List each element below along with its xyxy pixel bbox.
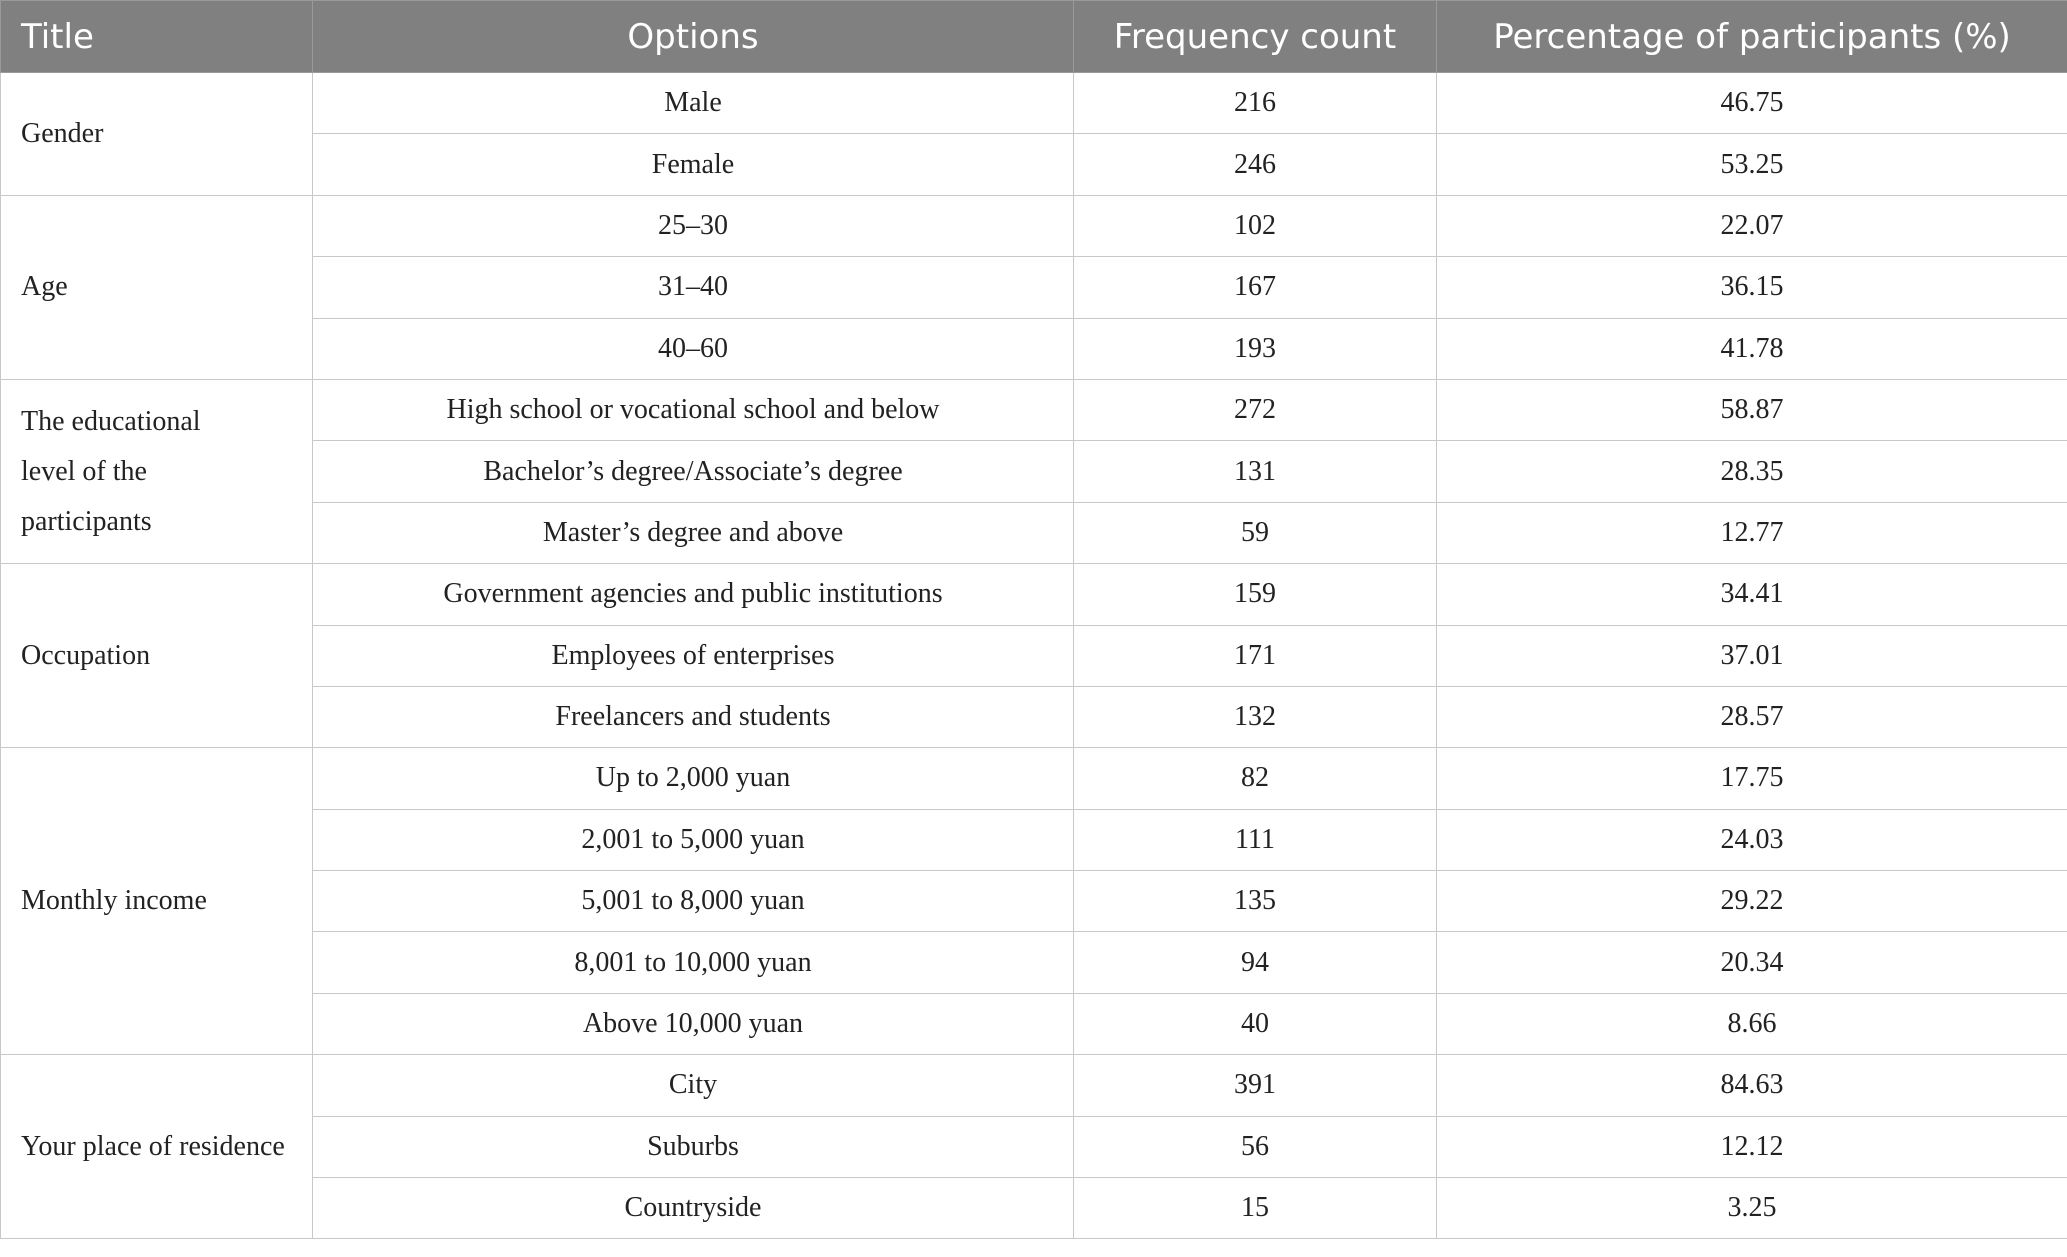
option-cell: 5,001 to 8,000 yuan (313, 871, 1074, 932)
header-frequency-count: Frequency count (1074, 1, 1437, 73)
frequency-count-cell: 193 (1074, 318, 1437, 379)
option-cell: Male (313, 73, 1074, 134)
frequency-count-cell: 15 (1074, 1178, 1437, 1239)
option-cell: Suburbs (313, 1116, 1074, 1177)
option-cell: Countryside (313, 1178, 1074, 1239)
category-cell: Age (1, 195, 313, 379)
header-options: Options (313, 1, 1074, 73)
percentage-cell: 41.78 (1437, 318, 2067, 379)
option-cell: City (313, 1055, 1074, 1116)
frequency-count-cell: 56 (1074, 1116, 1437, 1177)
table-row (1, 748, 2067, 809)
percentage-cell: 36.15 (1437, 257, 2067, 318)
header-row (1, 1, 2067, 73)
frequency-count-cell: 135 (1074, 871, 1437, 932)
percentage-cell: 12.12 (1437, 1116, 2067, 1177)
frequency-count-cell: 171 (1074, 625, 1437, 686)
frequency-count-cell: 132 (1074, 686, 1437, 747)
frequency-count-cell: 159 (1074, 564, 1437, 625)
frequency-count-cell: 167 (1074, 257, 1437, 318)
option-cell: 40–60 (313, 318, 1074, 379)
option-cell: Female (313, 134, 1074, 195)
frequency-count-cell: 216 (1074, 73, 1437, 134)
percentage-cell: 28.57 (1437, 686, 2067, 747)
table-header (1, 1, 2067, 73)
percentage-cell: 3.25 (1437, 1178, 2067, 1239)
percentage-cell: 12.77 (1437, 502, 2067, 563)
frequency-count-cell: 111 (1074, 809, 1437, 870)
frequency-count-cell: 272 (1074, 379, 1437, 440)
table-row (1, 73, 2067, 134)
percentage-cell: 46.75 (1437, 73, 2067, 134)
category-cell: Gender (1, 73, 313, 196)
category-cell: Occupation (1, 564, 313, 748)
percentage-cell: 28.35 (1437, 441, 2067, 502)
option-cell: 31–40 (313, 257, 1074, 318)
option-cell: Government agencies and public institutions (313, 564, 1074, 625)
frequency-count-cell: 131 (1074, 441, 1437, 502)
table-row (1, 564, 2067, 625)
percentage-cell: 37.01 (1437, 625, 2067, 686)
frequency-count-cell: 82 (1074, 748, 1437, 809)
option-cell: Freelancers and students (313, 686, 1074, 747)
category-cell: Monthly income (1, 748, 313, 1055)
percentage-cell: 29.22 (1437, 871, 2067, 932)
frequency-count-cell: 246 (1074, 134, 1437, 195)
percentage-cell: 17.75 (1437, 748, 2067, 809)
option-cell: Up to 2,000 yuan (313, 748, 1074, 809)
option-cell: Bachelor’s degree/Associate’s degree (313, 441, 1074, 502)
percentage-cell: 58.87 (1437, 379, 2067, 440)
frequency-count-cell: 40 (1074, 993, 1437, 1054)
percentage-cell: 22.07 (1437, 195, 2067, 256)
percentage-cell: 34.41 (1437, 564, 2067, 625)
option-cell: 2,001 to 5,000 yuan (313, 809, 1074, 870)
percentage-cell: 24.03 (1437, 809, 2067, 870)
frequency-count-cell: 391 (1074, 1055, 1437, 1116)
table-row (1, 1055, 2067, 1116)
header-percentage: Percentage of participants (%) (1437, 1, 2067, 73)
percentage-cell: 84.63 (1437, 1055, 2067, 1116)
frequency-count-cell: 59 (1074, 502, 1437, 563)
percentage-cell: 20.34 (1437, 932, 2067, 993)
option-cell: Above 10,000 yuan (313, 993, 1074, 1054)
table-row (1, 195, 2067, 256)
header-title: Title (1, 1, 313, 73)
option-cell: Master’s degree and above (313, 502, 1074, 563)
percentage-cell: 53.25 (1437, 134, 2067, 195)
frequency-count-cell: 102 (1074, 195, 1437, 256)
table-body (1, 73, 2067, 1239)
option-cell: 25–30 (313, 195, 1074, 256)
option-cell: Employees of enterprises (313, 625, 1074, 686)
category-cell: The educational level of the participants (1, 379, 313, 563)
frequency-count-cell: 94 (1074, 932, 1437, 993)
option-cell: High school or vocational school and below (313, 379, 1074, 440)
table-row (1, 379, 2067, 440)
category-cell: Your place of residence (1, 1055, 313, 1239)
option-cell: 8,001 to 10,000 yuan (313, 932, 1074, 993)
percentage-cell: 8.66 (1437, 993, 2067, 1054)
